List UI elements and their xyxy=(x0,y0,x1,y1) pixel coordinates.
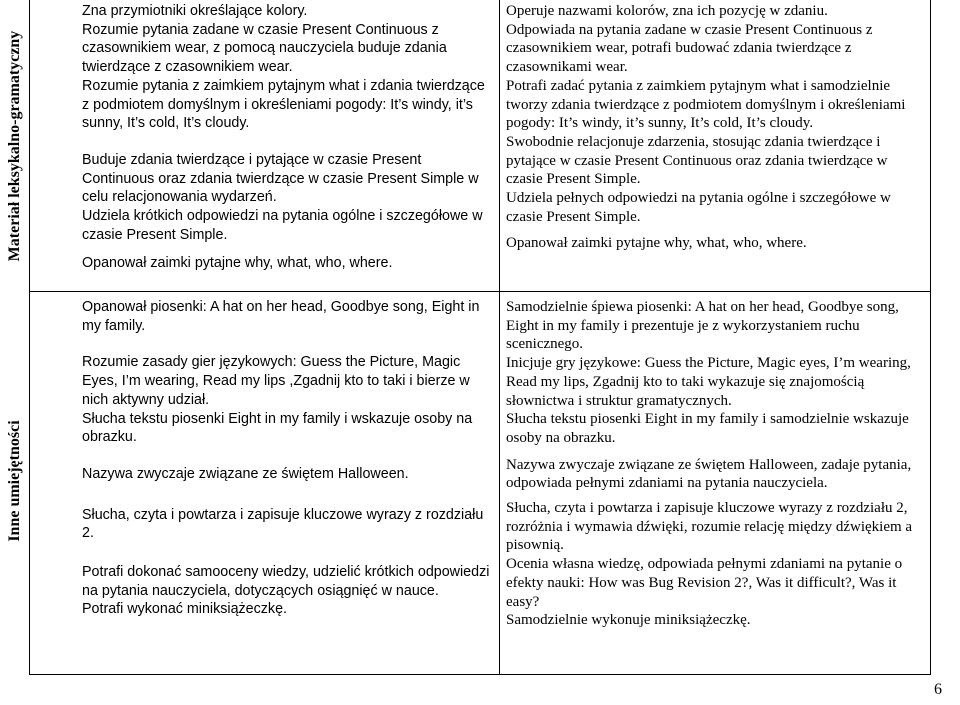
text-block: Opanował zaimki pytajne why, what, who, where. xyxy=(506,235,807,252)
cell-material-extended xyxy=(500,0,931,292)
text-block: Zna przymiotniki określające kolory. xyxy=(82,3,308,19)
row-other xyxy=(30,292,931,675)
cell-other-basic xyxy=(30,292,500,675)
text-block: Słucha, czyta i powtarza i zapisuje kluczowe wyrazy z rozdziału 2, rozróżnia i wymawia dźwięki, rozumie relację między dźwiękiem a pisownią. xyxy=(506,500,913,554)
text-block: Ocenia własna wiedzę, odpowiada pełnymi zdaniami na pytanie o efekty nauki: How was Bug Revision 2?, Was it difficult?, Was it easy? xyxy=(506,556,903,610)
text-block: Samodzielnie śpiewa piosenki: A hat on her head, Goodbye song, Eight in my family i prezentuje je z wykorzystaniem ruchu scenicznego. xyxy=(506,299,899,353)
section-label-material: Materiał leksykalno-gramatyczny xyxy=(5,30,23,261)
text-block: Potrafi dokonać samooceny wiedzy, udzielić krótkich odpowiedzi na pytania nauczyciela, dotyczących osiągnięć w nauce. xyxy=(82,564,490,599)
text-block: Słucha, czyta i powtarza i zapisuje kluczowe wyrazy z rozdziału 2. xyxy=(82,506,484,542)
text-block: Opanował zaimki pytajne why, what, who, where. xyxy=(82,255,393,272)
row-material xyxy=(30,0,931,292)
text-block: Nazywa zwyczaje związane ze świętem Halloween. xyxy=(82,465,409,482)
text-block: Rozumie pytania z zaimkiem pytajnym what i zdania twierdzące z podmiotem domyślnym i określeniami pogody: It’s windy, it’s sunny, It’s cold, It’s cloudy. xyxy=(82,77,485,132)
text-block: Operuje nazwami kolorów, zna ich pozycję w zdaniu. xyxy=(506,3,828,19)
text-block: Potrafi zadać pytania z zaimkiem pytajnym what i samodzielnie tworzy zdania twierdzące z podmiotem domyślnym i określeniami pogody: It’s windy, it’s sunny, It’s cold, It’s cloudy. xyxy=(506,77,906,132)
page-number: 6 xyxy=(934,681,942,698)
text-block: Udziela pełnych odpowiedzi na pytania ogólne i szczegółowe w czasie Present Simple. xyxy=(506,190,891,225)
text-block: Samodzielnie wykonuje miniksiążeczkę. xyxy=(506,612,751,629)
requirements-table xyxy=(29,0,931,675)
text-block: Potrafi wykonać miniksiążeczkę. xyxy=(82,601,287,618)
text-block: Inicjuje gry językowe: Guess the Picture, Magic eyes, I’m wearing, Read my lips, Zgadnij kto to taki wykazuje się znajomością słownictwa i struktur gramatycznych. xyxy=(506,355,911,409)
text-block: Słucha tekstu piosenki Eight in my family i samodzielnie wskazuje osoby na obrazku. xyxy=(506,411,909,446)
text-block: Odpowiada na pytania zadane w czasie Present Continuous z czasownikiem wear, potrafi budować zdania twierdzące z czasownikami wear. xyxy=(506,21,873,76)
cell-other-extended xyxy=(500,292,931,675)
text-block: Swobodnie relacjonuje zdarzenia, stosując zdania twierdzące i pytające w czasie Present Continuous oraz zdania twierdzące w czasie Present Simple. xyxy=(506,133,888,188)
text-block: Słucha tekstu piosenki Eight in my family i wskazuje osoby na obrazku. xyxy=(82,410,473,446)
text-block: Buduje zdania twierdzące i pytające w czasie Present Continuous oraz zdania twierdzące w czasie Present Simple w celu relacjonowania wydarzeń. xyxy=(82,151,479,206)
text-block: Udziela krótkich odpowiedzi na pytania ogólne i szczegółowe w czasie Present Simple. xyxy=(82,208,483,243)
section-label-other: Inne umiejętności xyxy=(5,420,23,542)
text-block: Opanował piosenki: A hat on her head, Goodbye song, Eight in my family. xyxy=(82,299,480,334)
text-block: Rozumie pytania zadane w czasie Present Continuous z czasownikiem wear, z pomocą nauczyciela buduje zdania twierdzące z czasownikiem wear. xyxy=(82,21,447,76)
cell-material-basic xyxy=(30,0,500,292)
text-block: Nazywa zwyczaje związane ze świętem Halloween, zadaje pytania, odpowiada pełnymi zdaniami na pytania nauczyciela. xyxy=(506,456,912,492)
text-block: Rozumie zasady gier językowych: Guess the Picture, Magic Eyes, I’m wearing, Read my lips ,Zgadnij kto to taki i bierze w nich aktywny udział. xyxy=(82,354,470,408)
